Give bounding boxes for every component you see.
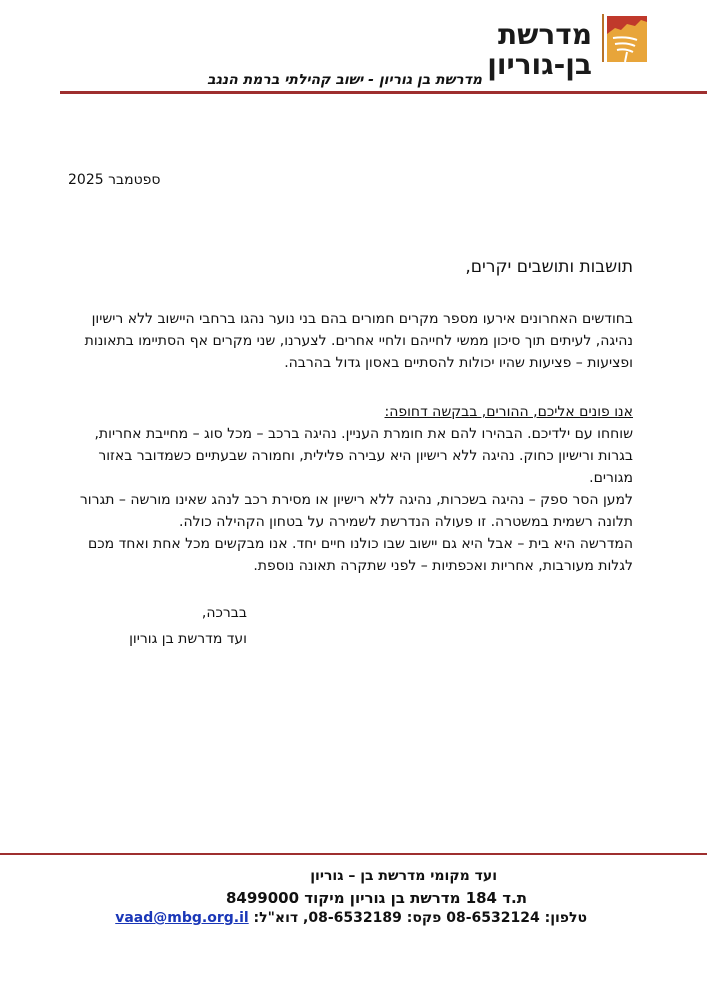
paragraph-2-line-3: המדרשה היא בית – אבל היא גם יישוב שבו כולנו חיים יחד. אנו מבקשים מכל אחת ואחד מכם לגלות מעורבות, אחריות ואכפתיות – לפני שתקרה תאונה נוספת. xyxy=(87,536,633,574)
logo-divider xyxy=(602,14,604,62)
closing-signature: ועד מדרשת בן גוריון xyxy=(129,631,247,647)
logo-line2: בן-גוריון xyxy=(487,48,592,81)
footer-contact xyxy=(115,910,587,926)
paragraph-2-heading: אנו פונים אליכם, ההורים, בבקשה דחופה: xyxy=(384,404,633,420)
logo-line1: מדרשת xyxy=(498,18,592,51)
closing-line-1: בברכה, xyxy=(201,605,247,621)
paragraph-2-line-2: למען הסר ספק – נהיגה בשכרות, נהיגה ללא רישיון או מסירת רכב לנהג שאינו מורשה – תגרור תלונה רשמית במשטרה. זו פעולה הנדרשת לשמירה על בטחון הקהילה כולה. xyxy=(79,492,633,530)
letter-closing xyxy=(129,600,247,652)
letter-paragraph-2 xyxy=(63,401,633,577)
footer-phone-fax: טלפון: 08-6532124 פקס: 08-6532189, דוא"ל: xyxy=(248,910,587,926)
footer-rule xyxy=(0,853,707,855)
paragraph-2-line-1: שוחחו עם ילדיכם. הבהירו להם את חומרת העניין. נהיגה ברכב – מכל סוג – מחייבת אחריות, בגרות ורישיון כחוק. נהיגה ללא רישיון היא עבירה פלילית, וחמורה שבעתיים כשמדובר באזור מגורים. xyxy=(94,426,633,486)
letter-greeting: תושבות ותושבים יקרים, xyxy=(465,257,633,277)
footer-address: ת.ד 184 מדרשת בן גוריון מיקוד 8499000 xyxy=(226,889,527,907)
letter-date: ספטמבר 2025 xyxy=(68,172,161,188)
tagline: מדרשת בן גוריון - ישוב קהילתי ברמת הנגב xyxy=(207,72,482,88)
letter-paragraph-1: בחודשים האחרונים אירעו מספר מקרים חמורים בהם בני נוער נהגו ברחבי היישוב ללא רישיון נהיגה, לעיתים תוך סיכון ממשי לחייהם ולחיי אחרים. לצערנו, שני מקרים אף הסתיימו בתאונות ופציעות – פציעות שהיו יכולות להסתיים באסון גדול בהרבה. xyxy=(84,311,633,371)
midreshet-logo-icon xyxy=(607,16,647,62)
logo-text xyxy=(487,20,592,80)
footer-email-link[interactable]: vaad@mbg.org.il xyxy=(115,910,249,926)
footer-committee: ועד מקומי מדרשת בן – גוריון xyxy=(310,868,497,884)
header-rule xyxy=(60,91,707,94)
